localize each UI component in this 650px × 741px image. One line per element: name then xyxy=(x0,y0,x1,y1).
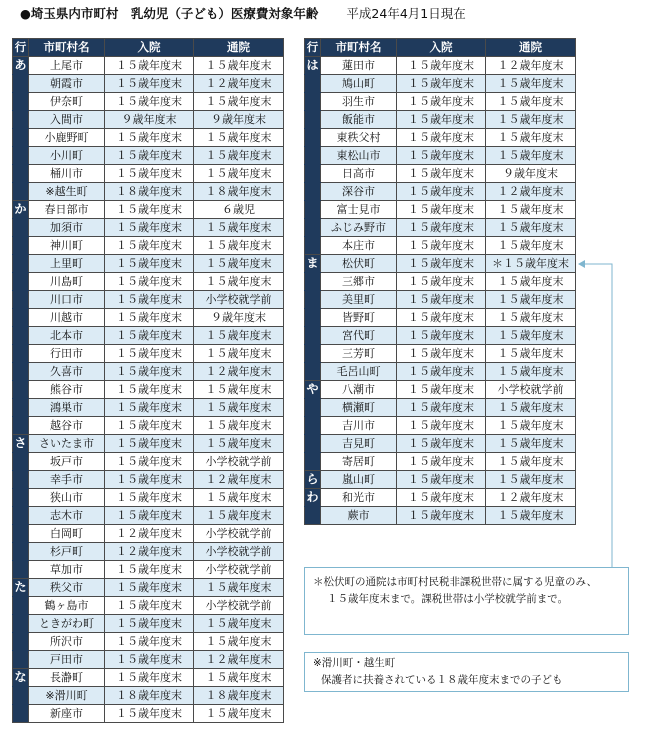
municipality-cell: 鳩山町 xyxy=(321,75,397,93)
municipality-cell: 志木市 xyxy=(29,507,105,525)
outpatient-cell: 小学校就学前 xyxy=(194,453,284,471)
inpatient-cell: １５歳年度末 xyxy=(105,201,194,219)
outpatient-cell: １５歳年度末 xyxy=(194,435,284,453)
municipality-cell: 鴻巣市 xyxy=(29,399,105,417)
gyo-cell: あ xyxy=(13,57,29,75)
inpatient-cell: １５歳年度末 xyxy=(397,57,486,75)
outpatient-cell: １５歳年度末 xyxy=(486,111,576,129)
municipality-cell: 嵐山町 xyxy=(321,471,397,489)
inpatient-cell: １５歳年度末 xyxy=(397,381,486,399)
municipality-cell: 美里町 xyxy=(321,291,397,309)
inpatient-cell: １５歳年度末 xyxy=(397,471,486,489)
municipality-cell: 羽生市 xyxy=(321,93,397,111)
municipality-cell: 富士見市 xyxy=(321,201,397,219)
note-namegawa-line2: 保護者に扶養されている１８歳年度末までの子ども xyxy=(321,674,563,686)
inpatient-cell: １５歳年度末 xyxy=(105,219,194,237)
outpatient-cell: １５歳年度末 xyxy=(486,471,576,489)
municipality-cell: 吉川市 xyxy=(321,417,397,435)
municipality-cell: 朝霞市 xyxy=(29,75,105,93)
municipality-cell: 三郷市 xyxy=(321,273,397,291)
gyo-cell: わ xyxy=(305,489,321,507)
gyo-cell: ら xyxy=(305,471,321,489)
outpatient-cell: １５歳年度末 xyxy=(194,237,284,255)
inpatient-cell: １５歳年度末 xyxy=(105,561,194,579)
municipality-cell: 北本市 xyxy=(29,327,105,345)
inpatient-cell: １５歳年度末 xyxy=(397,75,486,93)
inpatient-cell: １５歳年度末 xyxy=(105,327,194,345)
outpatient-cell: 小学校就学前 xyxy=(486,381,576,399)
inpatient-cell: １５歳年度末 xyxy=(105,489,194,507)
municipality-cell: 越谷市 xyxy=(29,417,105,435)
municipality-cell: 八潮市 xyxy=(321,381,397,399)
municipality-cell: 加須市 xyxy=(29,219,105,237)
municipality-cell: 戸田市 xyxy=(29,651,105,669)
municipality-cell: 桶川市 xyxy=(29,165,105,183)
outpatient-cell: ９歳年度末 xyxy=(486,165,576,183)
outpatient-cell: １８歳年度末 xyxy=(194,183,284,201)
outpatient-cell: １５歳年度末 xyxy=(486,201,576,219)
header-inpatient: 入院 xyxy=(105,39,194,57)
municipality-cell: 松伏町 xyxy=(321,255,397,273)
municipality-cell: 新座市 xyxy=(29,705,105,723)
inpatient-cell: １８歳年度末 xyxy=(105,183,194,201)
municipality-cell: 蓮田市 xyxy=(321,57,397,75)
gyo-cell: な xyxy=(13,669,29,687)
outpatient-cell: １２歳年度末 xyxy=(194,471,284,489)
municipality-cell: 白岡町 xyxy=(29,525,105,543)
note-matsubushi-line2: １５歳年度末まで。課税世帯は小学校就学前まで。 xyxy=(327,593,569,605)
municipality-cell: 本庄市 xyxy=(321,237,397,255)
municipality-cell: ときがわ町 xyxy=(29,615,105,633)
municipality-cell: 伊奈町 xyxy=(29,93,105,111)
gyo-cell: さ xyxy=(13,435,29,453)
header-gyo: 行 xyxy=(13,39,29,57)
outpatient-cell: １５歳年度末 xyxy=(486,309,576,327)
inpatient-cell: １５歳年度末 xyxy=(105,633,194,651)
outpatient-cell: １５歳年度末 xyxy=(194,255,284,273)
outpatient-cell: １５歳年度末 xyxy=(194,129,284,147)
outpatient-cell: １５歳年度末 xyxy=(194,579,284,597)
municipality-cell: 幸手市 xyxy=(29,471,105,489)
outpatient-cell: １５歳年度末 xyxy=(194,327,284,345)
inpatient-cell: １５歳年度末 xyxy=(397,327,486,345)
inpatient-cell: １５歳年度末 xyxy=(397,255,486,273)
municipality-cell: 春日部市 xyxy=(29,201,105,219)
outpatient-cell: １２歳年度末 xyxy=(486,57,576,75)
municipality-cell: 和光市 xyxy=(321,489,397,507)
municipality-cell: 杉戸町 xyxy=(29,543,105,561)
municipality-cell: ※越生町 xyxy=(29,183,105,201)
inpatient-cell: １５歳年度末 xyxy=(105,507,194,525)
municipality-cell: 坂戸市 xyxy=(29,453,105,471)
outpatient-cell: ９歳年度末 xyxy=(194,111,284,129)
municipality-cell: 宮代町 xyxy=(321,327,397,345)
outpatient-cell: 小学校就学前 xyxy=(194,543,284,561)
outpatient-cell: １５歳年度末 xyxy=(194,615,284,633)
inpatient-cell: １５歳年度末 xyxy=(397,489,486,507)
municipality-cell: 長瀞町 xyxy=(29,669,105,687)
outpatient-cell: 小学校就学前 xyxy=(194,525,284,543)
inpatient-cell: １５歳年度末 xyxy=(105,57,194,75)
municipality-cell: 熊谷市 xyxy=(29,381,105,399)
inpatient-cell: １５歳年度末 xyxy=(105,75,194,93)
outpatient-cell: １５歳年度末 xyxy=(194,417,284,435)
municipality-cell: ※滑川町 xyxy=(29,687,105,705)
outpatient-cell: １５歳年度末 xyxy=(486,507,576,525)
inpatient-cell: １５歳年度末 xyxy=(105,453,194,471)
outpatient-cell: １２歳年度末 xyxy=(486,489,576,507)
inpatient-cell: １５歳年度末 xyxy=(105,291,194,309)
inpatient-cell: １５歳年度末 xyxy=(105,255,194,273)
outpatient-cell: １５歳年度末 xyxy=(194,345,284,363)
municipality-cell: 上尾市 xyxy=(29,57,105,75)
inpatient-cell: １５歳年度末 xyxy=(105,237,194,255)
inpatient-cell: １５歳年度末 xyxy=(105,93,194,111)
outpatient-cell: １５歳年度末 xyxy=(194,507,284,525)
outpatient-cell: １５歳年度末 xyxy=(194,219,284,237)
inpatient-cell: １５歳年度末 xyxy=(105,345,194,363)
outpatient-cell: １２歳年度末 xyxy=(486,183,576,201)
municipality-cell: 三芳町 xyxy=(321,345,397,363)
inpatient-cell: ９歳年度末 xyxy=(105,111,194,129)
header-gyo: 行 xyxy=(305,39,321,57)
municipality-cell: 小鹿野町 xyxy=(29,129,105,147)
header-inpatient: 入院 xyxy=(397,39,486,57)
outpatient-cell: １２歳年度末 xyxy=(194,651,284,669)
municipality-cell: 飯能市 xyxy=(321,111,397,129)
inpatient-cell: １５歳年度末 xyxy=(397,309,486,327)
title-text: ●埼玉県内市町村 乳幼児（子ども）医療費対象年齢 xyxy=(20,6,319,21)
municipality-cell: さいたま市 xyxy=(29,435,105,453)
municipality-cell: 行田市 xyxy=(29,345,105,363)
inpatient-cell: １５歳年度末 xyxy=(397,147,486,165)
inpatient-cell: １５歳年度末 xyxy=(397,345,486,363)
municipality-cell: 深谷市 xyxy=(321,183,397,201)
inpatient-cell: １５歳年度末 xyxy=(105,129,194,147)
inpatient-cell: １５歳年度末 xyxy=(105,363,194,381)
municipality-cell: 東松山市 xyxy=(321,147,397,165)
outpatient-cell: １５歳年度末 xyxy=(194,489,284,507)
header-outpatient: 通院 xyxy=(194,39,284,57)
outpatient-cell: １５歳年度末 xyxy=(194,381,284,399)
outpatient-cell: １５歳年度末 xyxy=(194,399,284,417)
inpatient-cell: １５歳年度末 xyxy=(105,669,194,687)
outpatient-cell: １５歳年度末 xyxy=(486,291,576,309)
inpatient-cell: １５歳年度末 xyxy=(397,363,486,381)
outpatient-cell: ＊１５歳年度末 xyxy=(486,255,576,273)
municipality-cell: 川越市 xyxy=(29,309,105,327)
inpatient-cell: １５歳年度末 xyxy=(397,435,486,453)
outpatient-cell: １５歳年度末 xyxy=(194,165,284,183)
municipality-cell: 川口市 xyxy=(29,291,105,309)
outpatient-cell: １２歳年度末 xyxy=(194,363,284,381)
inpatient-cell: １５歳年度末 xyxy=(105,399,194,417)
outpatient-cell: １５歳年度末 xyxy=(194,705,284,723)
municipality-cell: 吉見町 xyxy=(321,435,397,453)
inpatient-cell: １８歳年度末 xyxy=(105,687,194,705)
outpatient-cell: 小学校就学前 xyxy=(194,597,284,615)
outpatient-cell: １５歳年度末 xyxy=(194,147,284,165)
municipality-cell: 横瀬町 xyxy=(321,399,397,417)
inpatient-cell: １５歳年度末 xyxy=(397,183,486,201)
municipality-cell: 入間市 xyxy=(29,111,105,129)
as-of-date: 平成24年4月1日現在 xyxy=(346,6,466,21)
inpatient-cell: １５歳年度末 xyxy=(397,93,486,111)
header-municipality: 市町村名 xyxy=(321,39,397,57)
outpatient-cell: １５歳年度末 xyxy=(194,57,284,75)
outpatient-cell: １５歳年度末 xyxy=(486,273,576,291)
header-municipality: 市町村名 xyxy=(29,39,105,57)
outpatient-cell: １５歳年度末 xyxy=(194,669,284,687)
inpatient-cell: １５歳年度末 xyxy=(397,219,486,237)
inpatient-cell: １５歳年度末 xyxy=(105,381,194,399)
municipality-cell: 神川町 xyxy=(29,237,105,255)
note-namegawa-ogose xyxy=(304,652,629,692)
municipality-cell: 小川町 xyxy=(29,147,105,165)
gyo-cell: か xyxy=(13,201,29,219)
outpatient-cell: １５歳年度末 xyxy=(486,435,576,453)
note-namegawa-line1: ※滑川町・越生町 xyxy=(313,657,396,669)
inpatient-cell: １５歳年度末 xyxy=(105,309,194,327)
note-matsubushi xyxy=(304,567,629,635)
municipality-cell: 皆野町 xyxy=(321,309,397,327)
inpatient-cell: １５歳年度末 xyxy=(397,111,486,129)
outpatient-cell: １５歳年度末 xyxy=(486,93,576,111)
outpatient-cell: １５歳年度末 xyxy=(486,327,576,345)
inpatient-cell: １５歳年度末 xyxy=(105,147,194,165)
inpatient-cell: １５歳年度末 xyxy=(105,597,194,615)
outpatient-cell: １８歳年度末 xyxy=(194,687,284,705)
outpatient-cell: １５歳年度末 xyxy=(194,93,284,111)
inpatient-cell: １５歳年度末 xyxy=(105,417,194,435)
inpatient-cell: １５歳年度末 xyxy=(105,165,194,183)
gyo-cell: ま xyxy=(305,255,321,273)
inpatient-cell: １５歳年度末 xyxy=(397,201,486,219)
outpatient-cell: １５歳年度末 xyxy=(486,237,576,255)
municipality-cell: 蕨市 xyxy=(321,507,397,525)
municipality-cell: 狭山市 xyxy=(29,489,105,507)
outpatient-cell: １５歳年度末 xyxy=(486,75,576,93)
outpatient-cell: １５歳年度末 xyxy=(486,417,576,435)
outpatient-cell: １５歳年度末 xyxy=(486,345,576,363)
municipality-cell: 上里町 xyxy=(29,255,105,273)
inpatient-cell: １５歳年度末 xyxy=(397,273,486,291)
outpatient-cell: １５歳年度末 xyxy=(486,147,576,165)
municipality-cell: 川島町 xyxy=(29,273,105,291)
inpatient-cell: １５歳年度末 xyxy=(397,399,486,417)
inpatient-cell: １５歳年度末 xyxy=(105,615,194,633)
inpatient-cell: １５歳年度末 xyxy=(397,129,486,147)
inpatient-cell: １５歳年度末 xyxy=(105,579,194,597)
municipality-cell: 日高市 xyxy=(321,165,397,183)
outpatient-cell: 小学校就学前 xyxy=(194,561,284,579)
municipality-cell: 所沢市 xyxy=(29,633,105,651)
outpatient-cell: １５歳年度末 xyxy=(194,273,284,291)
inpatient-cell: １２歳年度末 xyxy=(105,525,194,543)
inpatient-cell: １５歳年度末 xyxy=(105,471,194,489)
inpatient-cell: １５歳年度末 xyxy=(105,651,194,669)
outpatient-cell: １２歳年度末 xyxy=(194,75,284,93)
outpatient-cell: ６歳児 xyxy=(194,201,284,219)
inpatient-cell: １５歳年度末 xyxy=(397,291,486,309)
outpatient-cell: １５歳年度末 xyxy=(194,633,284,651)
municipality-cell: 寄居町 xyxy=(321,453,397,471)
municipality-cell: ふじみ野市 xyxy=(321,219,397,237)
inpatient-cell: １５歳年度末 xyxy=(397,165,486,183)
municipality-cell: 毛呂山町 xyxy=(321,363,397,381)
inpatient-cell: １５歳年度末 xyxy=(397,507,486,525)
inpatient-cell: １５歳年度末 xyxy=(397,417,486,435)
header-outpatient: 通院 xyxy=(486,39,576,57)
municipality-cell: 東秩父村 xyxy=(321,129,397,147)
outpatient-cell: 小学校就学前 xyxy=(194,291,284,309)
municipality-cell: 秩父市 xyxy=(29,579,105,597)
inpatient-cell: １５歳年度末 xyxy=(105,705,194,723)
gyo-cell: や xyxy=(305,381,321,399)
inpatient-cell: １５歳年度末 xyxy=(105,435,194,453)
note-matsubushi-line1: ＊松伏町の通院は市町村民税非課税世帯に属する児童のみ、 xyxy=(313,576,598,588)
inpatient-cell: １５歳年度末 xyxy=(397,453,486,471)
municipality-cell: 鶴ヶ島市 xyxy=(29,597,105,615)
gyo-cell: は xyxy=(305,57,321,75)
outpatient-cell: １５歳年度末 xyxy=(486,399,576,417)
inpatient-cell: １５歳年度末 xyxy=(105,273,194,291)
outpatient-cell: ９歳年度末 xyxy=(194,309,284,327)
outpatient-cell: １５歳年度末 xyxy=(486,129,576,147)
outpatient-cell: １５歳年度末 xyxy=(486,219,576,237)
municipality-cell: 久喜市 xyxy=(29,363,105,381)
inpatient-cell: １２歳年度末 xyxy=(105,543,194,561)
gyo-cell: た xyxy=(13,579,29,597)
municipality-cell: 草加市 xyxy=(29,561,105,579)
inpatient-cell: １５歳年度末 xyxy=(397,237,486,255)
outpatient-cell: １５歳年度末 xyxy=(486,363,576,381)
outpatient-cell: １５歳年度末 xyxy=(486,453,576,471)
